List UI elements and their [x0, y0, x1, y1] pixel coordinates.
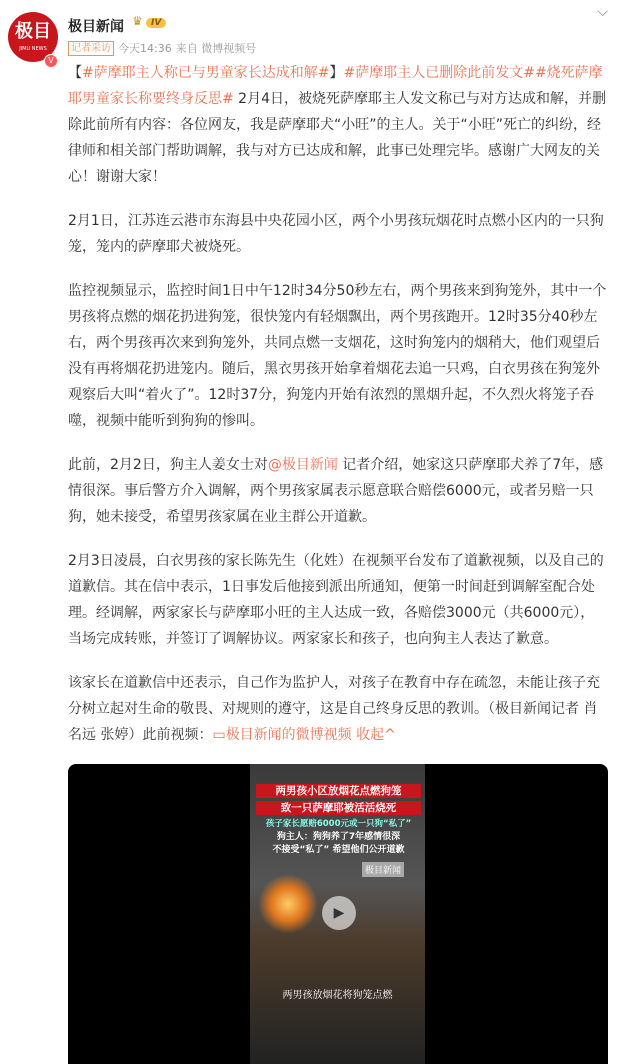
- collapse-label: 收起: [356, 727, 385, 743]
- avatar-logo-subtext: JIMU NEWS: [19, 46, 47, 52]
- avatar-logo-text: 极目: [15, 21, 51, 42]
- video-frame: [250, 764, 425, 1064]
- video-link-label: 极目新闻的微博视频: [225, 727, 352, 743]
- video-icon: ▭: [212, 727, 226, 743]
- video-line-5: 不接受“私了” 希望他们公开道歉: [272, 845, 405, 855]
- text: 此前，2月2日，狗主人姜女士对: [68, 457, 268, 473]
- paragraph: 监控视频显示，监控时间1日中午12时34分50秒左右，两个男孩来到狗笼外，其中一个男孩将点燃的烟花扔进狗笼，很快笼内有轻烟飘出，两个男孩跑开。12时35分40秒左右，两个男孩再次来到狗笼外，共同点燃一支烟花，这时狗笼内的烟稍大，他们观望后没有再将烟花扔进笼内。随后，黑衣男孩开始拿着烟花去追一只鸡，白衣男孩在狗笼外观察后大叫“着火了”。12时37分，狗笼内开始有浓烈的黑烟升起，不久烈火将笼子吞噬，视频中能听到狗狗的惨叫。: [68, 283, 607, 429]
- fire-image: [258, 874, 318, 934]
- post-source: 来自 微博视频号: [175, 42, 257, 55]
- video-line-3: 孩子家长愿赔6000元或一只狗“私了”: [265, 819, 412, 829]
- chevron-down-icon[interactable]: ⌵: [597, 4, 608, 20]
- post-time[interactable]: 今天14:36: [118, 42, 172, 55]
- tag-badge: 记者采访: [68, 41, 114, 56]
- play-icon[interactable]: ▶: [322, 896, 356, 930]
- topic-link[interactable]: #烧死萨摩耶男童家长称要终身反思#: [68, 65, 603, 107]
- mention-link[interactable]: @极目新闻: [267, 457, 338, 473]
- level-badge: IV: [146, 18, 166, 28]
- account-name[interactable]: 极目新闻: [68, 19, 124, 35]
- watermark: 极目新闻: [362, 862, 404, 877]
- paragraph: 2月4日，被烧死萨摩耶主人发文称已与对方达成和解，并删除此前所有内容：各位网友，我是萨摩耶犬“小旺”的主人。关于“小旺”死亡的纠纷，经律师和相关部门帮助调解，我与对方已达成和解，此事已处理完毕。感谢广大网友的关心！谢谢大家！: [68, 91, 606, 185]
- paragraph: 2月1日，江苏连云港市东海县中央花园小区，两个小男孩玩烟花时点燃小区内的一只狗笼，笼内的萨摩耶犬被烧死。: [68, 213, 604, 255]
- video-player[interactable]: [68, 764, 608, 1064]
- topic-link[interactable]: #萨摩耶主人称已与男童家长达成和解#: [82, 65, 330, 81]
- topic-link[interactable]: #萨摩耶主人已删除此前发文#: [343, 65, 535, 81]
- video-caption: 两男孩放烟花将狗笼点燃: [282, 990, 393, 1001]
- crown-icon: ♛: [132, 14, 143, 28]
- text: 该家长在道歉信中还表示，自己作为监护人，对孩子在教育中存在疏忽，未能让孩子充分树立起对生命的敬畏、对规则的遵守，这是自己终身反思的教训。（极目新闻记者 肖名远 张婷）此前视频：: [68, 675, 600, 743]
- verified-icon: V: [44, 54, 58, 68]
- video-line-4: 狗主人：狗狗养了7年感情很深: [276, 832, 401, 842]
- paragraph: 2月3日凌晨，白衣男孩的家长陈先生（化姓）在视频平台发布了道歉视频，以及自己的道歉信。其在信中表示，1日事发后他接到派出所通知，便第一时间赶到调解室配合处理。经调解，两家家长与萨摩耶小旺的主人达成一致，各赔偿3000元（共6000元），当场完成转账，并签订了调解协议。两家家长和孩子，也向狗主人表达了歉意。: [68, 553, 604, 647]
- text: 】: [329, 65, 344, 81]
- text: 【: [68, 65, 82, 81]
- video-link[interactable]: [212, 727, 351, 743]
- video-title-1: 两男孩小区放烟花点燃狗笼: [256, 784, 421, 798]
- video-title-2: 致一只萨摩耶被活活烧死: [256, 801, 421, 815]
- post-content: [68, 60, 608, 766]
- post-meta: [68, 40, 256, 56]
- text: 记者介绍，她家这只萨摩耶犬养了7年，感情很深。事后警方介入调解，两个男孩家属表示愿意联合赔偿6000元，或者另赔一只狗，她未接受，希望男孩家属在业主群公开道歉。: [68, 457, 604, 525]
- collapse-button[interactable]: 收起^: [356, 727, 396, 743]
